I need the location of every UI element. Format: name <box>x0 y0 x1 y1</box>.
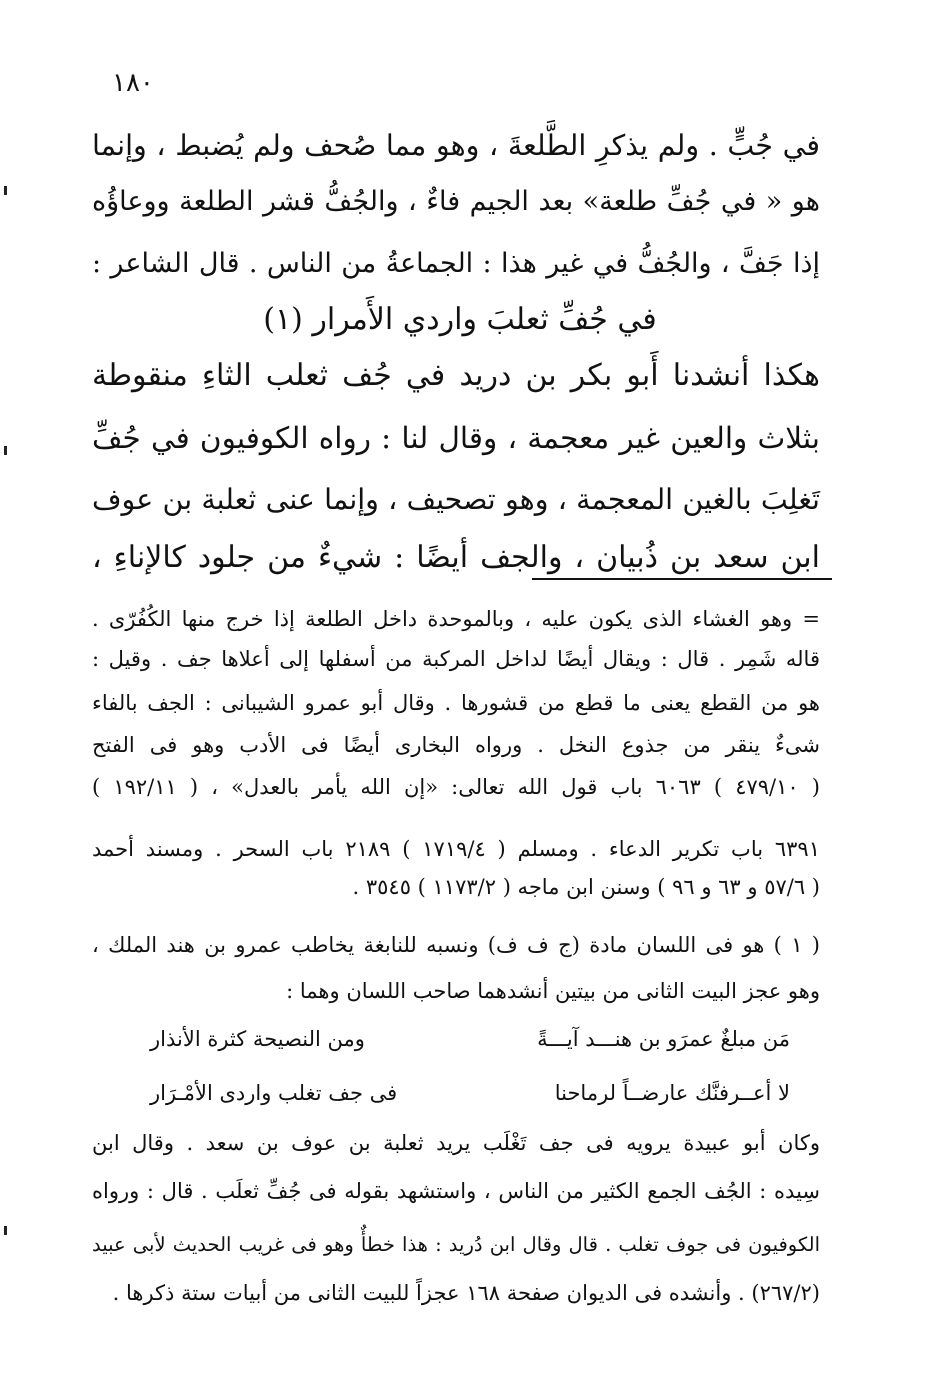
footnote-1-line: وكان أبو عبيدة يرويه فى جف تَغْلَب يريد ثعلبة بن عوف بن سعد . وقال ابن <box>92 1131 820 1155</box>
poem-first-hemistich: مَن مبلغٌ عمرَو بن هنـــد آيـــةً <box>537 1027 790 1051</box>
footnote-line: هو من القطع يعنى ما قطع من قشورها . وقال أبو عمرو الشيبانى : الجف بالفاء <box>92 691 820 715</box>
footnote-1-line: سِيده : الجُف الجمع الكثير من الناس ، واستشهد بقوله فى جُفِّ ثعلَب . قال : ورواه <box>92 1179 820 1203</box>
scan-margin-mark <box>4 446 7 455</box>
page-number: ١٨٠ <box>112 68 154 98</box>
main-text-line: بثلاث والعين غير معجمة ، وقال لنا : رواه الكوفيون في جُفِّ <box>92 421 820 455</box>
footnote-1-line: ( ١ ) هو فى اللسان مادة (ج ف ف) ونسبه للنابغة يخاطب عمرو بن هند الملك ، <box>92 933 820 957</box>
footnote-1-line: (٢٦٧/٢) . وأنشده فى الديوان صفحة ١٦٨ عجزاً للبيت الثانى من أبيات ستة ذكرها . <box>112 1281 820 1305</box>
footnote-1-line: وهو عجز البيت الثانى من بيتين أنشدهما صاحب اللسان وهما : <box>286 979 820 1003</box>
poem-second-hemistich: ومن النصيحة كثرة الأنذار <box>150 1027 365 1051</box>
main-text-line: في جُبٍّ . ولم يذكرِ الطَّلعةَ ، وهو مما صُحف ولم يُضبط ، وإنما <box>92 129 820 162</box>
footnote-line: = وهو الغشاء الذى يكون عليه ، وبالموحدة داخل الطلعة إذا خرج منها الكُفُرّى . <box>92 607 820 631</box>
scan-margin-mark <box>4 1226 7 1235</box>
footnote-line: ( ٤٧٩/١٠ ) ٦٠٦٣ باب قول الله تعالى: «إن الله يأمر بالعدل» ، ( ١٩٢/١١ ) <box>92 775 821 799</box>
footnote-1-line: الكوفيون فى جوف تغلب . قال وقال ابن دُريد : هذا خطأٌ وهو فى غريب الحديث لأبى عبيد <box>92 1233 820 1256</box>
footnote-line: ٦٣٩١ باب تكرير الدعاء . ومسلم ( ١٧١٩/٤ ) ٢١٨٩ باب السحر . ومسند أحمد <box>92 837 820 861</box>
footnote-line: ( ٥٧/٦ و ٦٣ و ٩٦ ) وسنن ابن ماجه ( ١١٧٣/٢ ) ٣٥٤٥ . <box>352 875 820 899</box>
scan-margin-mark <box>4 186 7 195</box>
main-text-line: هو « في جُفِّ طلعة» بعد الجيم فاءٌ ، والجُفُّ قشر الطلعة ووعاؤُه <box>92 186 820 217</box>
poem-second-hemistich: فى جف تغلب واردى الأمْـرَار <box>150 1081 398 1105</box>
verse-line: في جُفِّ ثعلبَ واردي الأَمرار (١) <box>263 302 657 337</box>
main-text-line: تَغلِبَ بالغين المعجمة ، وهو تصحيف ، وإنما عنى ثعلبة بن عوف <box>92 483 820 516</box>
main-text-line: هكذا أنشدنا أَبو بكر بن دريد في جُف ثعلب الثاءِ منقوطة <box>92 358 820 393</box>
footnote-line: قاله شَمِر . قال : ويقال أيضًا لداخل المركبة من أسفلها إلى أعلاها جف . وقيل : <box>92 647 820 671</box>
footnote-line: شىءٌ ينقر من جذوع النخل . ورواه البخارى أيضًا فى الأدب وهو فى الفتح <box>92 733 820 757</box>
main-text-line: ابن سعد بن ذُبيان ، والجف أيضًا : شيءٌ من جلود كالإناءِ ، <box>92 540 820 575</box>
poem-first-hemistich: لا أعــرفنَّك عارضــاً لرماحنا <box>554 1081 790 1105</box>
footnote-separator <box>532 578 832 580</box>
main-text-line: إذا جَفَّ ، والجُفُّ في غير هذا : الجماعةُ من الناس . قال الشاعر : <box>92 248 820 279</box>
